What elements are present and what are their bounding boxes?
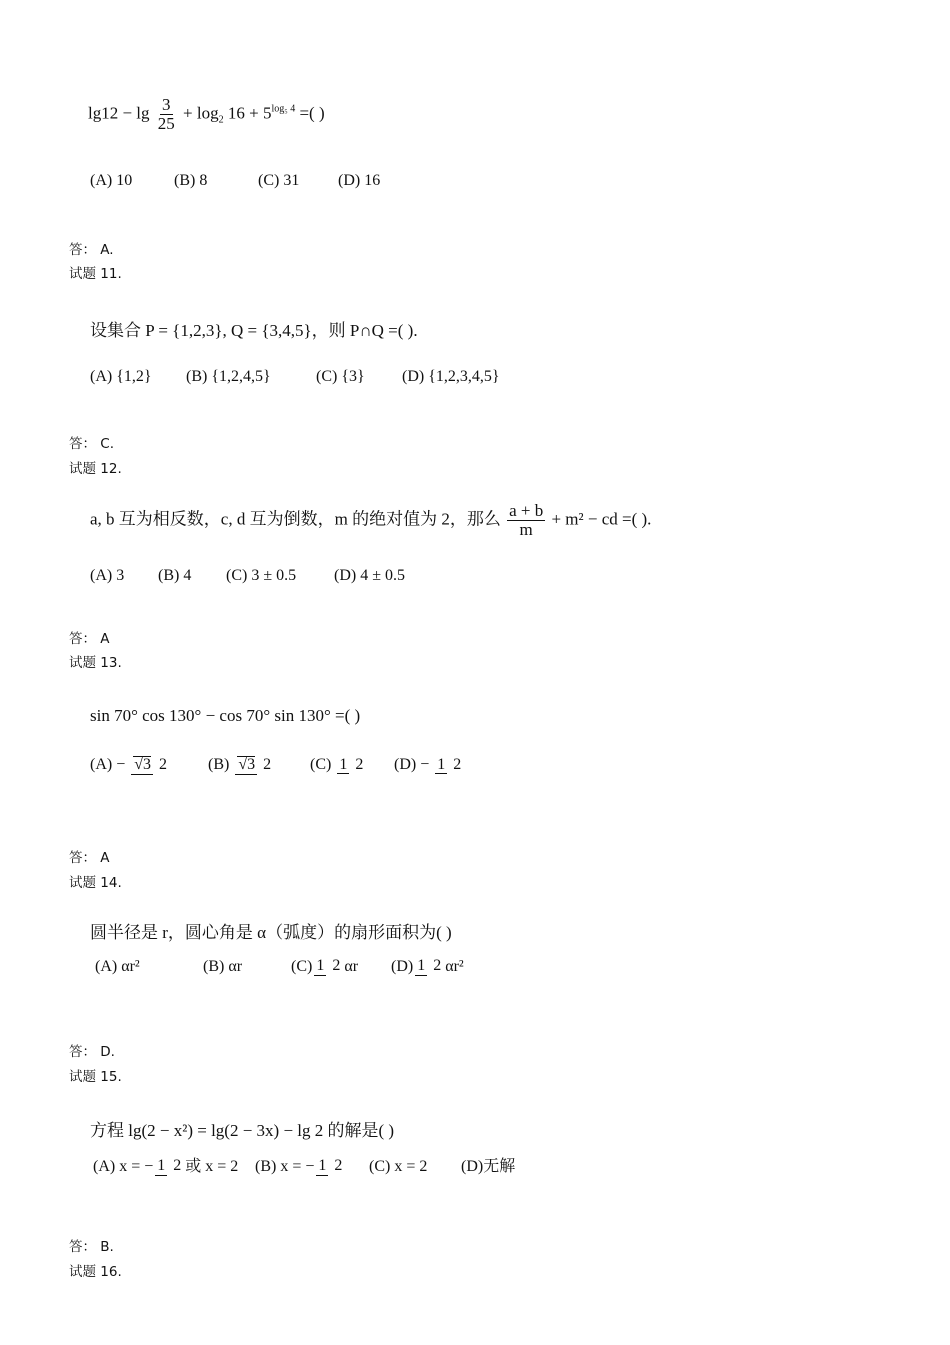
q15-option-a-tail: 或 x = 2: [185, 1158, 239, 1175]
q12-stem-text: a, b 互为相反数，c, d 互为倒数，m 的绝对值为 2，那么: [90, 509, 501, 529]
q10-expr-part: lg12 − lg: [88, 103, 150, 123]
q15-option-b-label: (B) x = −: [255, 1158, 315, 1175]
q14-den-c: 2: [332, 957, 341, 975]
q11-answer: 答： C.: [69, 436, 115, 452]
q10-option-a: (A) 10: [90, 172, 133, 189]
q14-option-d-tail: αr²: [445, 958, 464, 975]
q12-options: [90, 567, 405, 585]
q14-options: [95, 958, 464, 976]
q15-num-b: 1: [318, 1157, 327, 1175]
q13-option-b-fraction: [235, 756, 273, 775]
q10-expression: [88, 96, 325, 133]
question-title-14: 试题 14.: [69, 875, 122, 891]
q13-option-d-fraction: [435, 757, 463, 775]
q13-option-a-fraction: [131, 756, 169, 775]
q13-num-d: 1: [437, 755, 446, 773]
q13-sqrt3-a: √3: [134, 756, 152, 773]
q13-sqrt3-b: √3: [238, 756, 256, 773]
q13-num-c: 1: [339, 755, 348, 773]
q14-option-d: [391, 958, 464, 976]
question-title-15: 试题 15.: [69, 1069, 122, 1085]
q11-options: [90, 368, 500, 386]
q15-option-d: (D)无解: [461, 1158, 516, 1175]
q10-answer: 答： A.: [69, 242, 114, 258]
question-title-11: 试题 11.: [69, 266, 122, 282]
q15-option-a-fraction: [155, 1158, 183, 1176]
q13-stem: sin 70° cos 130° − cos 70° sin 130° =( ): [90, 706, 361, 725]
q10-options: [90, 172, 380, 190]
q11-option-a: (A) {1,2}: [90, 368, 152, 385]
q11-option-b: (B) {1,2,4,5}: [186, 368, 271, 385]
q13-option-b: [208, 756, 310, 775]
q13-den-a: 2: [159, 756, 168, 773]
q14-option-d-label: (D): [391, 958, 414, 975]
q13-den-b: 2: [263, 756, 272, 773]
q10-fraction: [156, 96, 177, 133]
q12-stem-tail: + m² − cd =( ).: [551, 509, 652, 529]
q14-option-c: [291, 958, 391, 976]
q14-option-c-tail: αr: [344, 958, 359, 975]
q13-options: [90, 756, 465, 775]
q14-option-c-fraction: [314, 958, 342, 976]
q15-option-b-fraction: [316, 1158, 344, 1176]
q13-option-c-label: (C): [310, 756, 332, 774]
q15-answer: 答： B.: [69, 1239, 114, 1255]
q13-option-d-label: (D) −: [394, 756, 430, 774]
q10-expr-end: =( ): [295, 103, 325, 123]
q13-option-c: [310, 756, 394, 774]
q15-option-a-label: (A) x = −: [93, 1158, 154, 1175]
question-title-12: 试题 12.: [69, 461, 122, 477]
q15-den-b: 2: [334, 1157, 343, 1175]
q15-option-a: [93, 1153, 255, 1176]
q15-num-a: 1: [157, 1157, 166, 1175]
q15-options: [93, 1153, 515, 1176]
q15-option-b: [255, 1158, 369, 1176]
q15-option-c: (C) x = 2: [369, 1158, 428, 1175]
q10-exponent: log₅ 4: [271, 103, 296, 115]
q12-option-b: (B) 4: [158, 567, 192, 584]
q12-option-d: (D) 4 ± 0.5: [334, 567, 405, 584]
q15-stem: 方程 lg(2 − x²) = lg(2 − 3x) − lg 2 的解是( ): [90, 1121, 395, 1140]
q11-option-c: (C) {3}: [316, 368, 365, 385]
q12-fraction: [507, 502, 545, 539]
q10-expr-log: + log: [183, 103, 219, 123]
q13-option-c-fraction: [337, 757, 365, 775]
q13-option-b-label: (B): [208, 756, 230, 774]
q12-frac-num: a + b: [509, 501, 544, 520]
q12-option-c: (C) 3 ± 0.5: [226, 567, 297, 584]
q13-option-a-label: (A) −: [90, 756, 126, 774]
q13-option-a: [90, 756, 208, 775]
q10-option-b: (B) 8: [174, 172, 208, 189]
q10-frac-den: 25: [157, 113, 175, 133]
q12-stem: [90, 502, 651, 539]
q10-frac-num: 3: [162, 95, 171, 114]
q14-option-d-fraction: [415, 958, 443, 976]
q14-option-a: (A) αr²: [95, 958, 140, 975]
q14-num-c: 1: [316, 957, 325, 975]
q14-answer: 答： D.: [69, 1044, 115, 1060]
q10-option-d: (D) 16: [338, 172, 381, 189]
question-title-16: 试题 16.: [69, 1264, 122, 1280]
q13-answer: 答： A: [69, 850, 110, 866]
q11-option-d: (D) {1,2,3,4,5}: [402, 368, 500, 385]
q11-stem: 设集合 P = {1,2,3}, Q = {3,4,5}，则 P∩Q =( ).: [90, 321, 418, 340]
q13-option-d: [394, 756, 465, 774]
q12-option-a: (A) 3: [90, 567, 125, 584]
q14-stem: 圆半径是 r，圆心角是 α（弧度）的扇形面积为( ): [90, 923, 452, 942]
q14-num-d: 1: [417, 957, 426, 975]
q10-log-base: 2: [218, 114, 224, 126]
q14-den-d: 2: [433, 957, 442, 975]
q13-den-c: 2: [355, 755, 364, 773]
q12-answer: 答： A: [69, 631, 110, 647]
q12-frac-den: m: [519, 519, 533, 539]
q10-option-c: (C) 31: [258, 172, 300, 189]
q14-option-c-label: (C): [291, 958, 313, 975]
q15-den-a: 2: [173, 1157, 182, 1175]
q14-option-b: (B) αr: [203, 958, 243, 975]
q13-den-d: 2: [453, 755, 462, 773]
q10-expr-power: 16 + 5: [223, 103, 272, 123]
question-title-13: 试题 13.: [69, 655, 122, 671]
